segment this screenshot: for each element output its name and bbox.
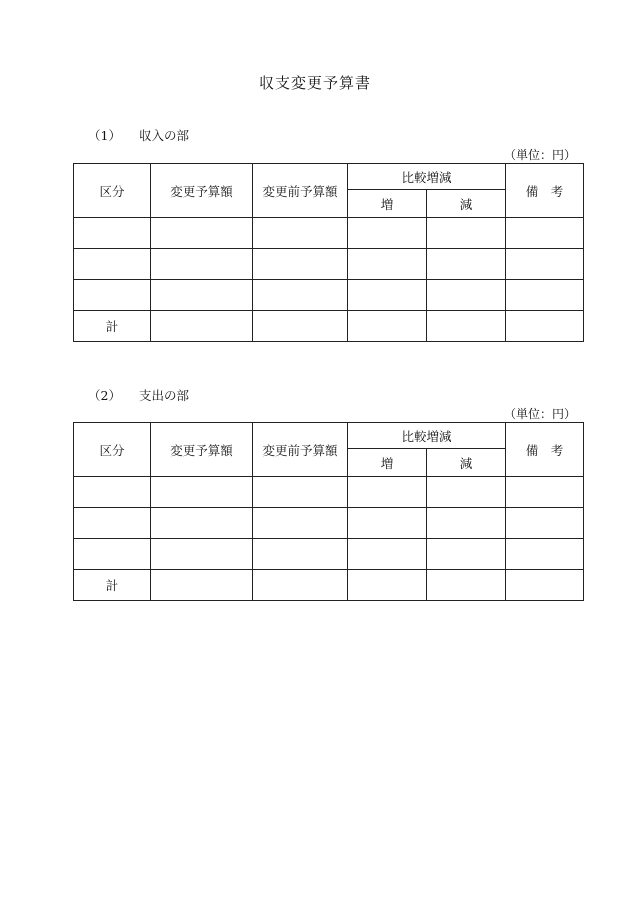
income-budget-table xyxy=(73,163,584,342)
total-label: 計 xyxy=(74,570,151,601)
header-comparison: 比較増減 xyxy=(348,423,506,449)
increase-cell[interactable] xyxy=(348,249,427,280)
header-category: 区分 xyxy=(74,164,151,218)
previous-budget-cell[interactable] xyxy=(253,249,348,280)
header-increase: 増 xyxy=(348,190,427,218)
total-row xyxy=(74,570,584,601)
header-previous-budget: 変更前予算額 xyxy=(253,423,348,477)
increase-total-cell[interactable] xyxy=(348,311,427,342)
table-row xyxy=(74,477,584,508)
row-category-cell[interactable] xyxy=(74,218,151,249)
changed-budget-total-cell[interactable] xyxy=(151,570,253,601)
table-row xyxy=(74,249,584,280)
previous-budget-cell[interactable] xyxy=(253,280,348,311)
header-remarks: 備 考 xyxy=(506,164,584,218)
header-increase: 増 xyxy=(348,449,427,477)
table-row xyxy=(74,508,584,539)
changed-budget-cell[interactable] xyxy=(151,508,253,539)
previous-budget-total-cell[interactable] xyxy=(253,311,348,342)
row-category-cell[interactable] xyxy=(74,249,151,280)
previous-budget-cell[interactable] xyxy=(253,539,348,570)
unit-note: （単位：円） xyxy=(503,407,576,421)
changed-budget-cell[interactable] xyxy=(151,539,253,570)
header-remarks: 備 考 xyxy=(506,423,584,477)
unit-note: （単位：円） xyxy=(503,148,576,162)
table-row xyxy=(74,280,584,311)
decrease-total-cell[interactable] xyxy=(427,570,506,601)
decrease-cell[interactable] xyxy=(427,249,506,280)
decrease-cell[interactable] xyxy=(427,280,506,311)
changed-budget-cell[interactable] xyxy=(151,477,253,508)
remarks-cell[interactable] xyxy=(506,508,584,539)
header-changed-budget: 変更予算額 xyxy=(151,423,253,477)
row-category-cell[interactable] xyxy=(74,477,151,508)
section-number: （2） xyxy=(88,388,121,403)
section-heading-text: 収入の部 xyxy=(138,128,189,143)
expenditure-budget-table xyxy=(73,422,584,601)
table-row xyxy=(74,218,584,249)
changed-budget-cell[interactable] xyxy=(151,280,253,311)
total-label: 計 xyxy=(74,311,151,342)
decrease-cell[interactable] xyxy=(427,539,506,570)
previous-budget-cell[interactable] xyxy=(253,508,348,539)
changed-budget-cell[interactable] xyxy=(151,218,253,249)
remarks-cell[interactable] xyxy=(506,280,584,311)
header-decrease: 減 xyxy=(427,190,506,218)
previous-budget-cell[interactable] xyxy=(253,218,348,249)
increase-cell[interactable] xyxy=(348,508,427,539)
previous-budget-cell[interactable] xyxy=(253,477,348,508)
income-section-heading xyxy=(88,126,189,144)
remarks-total-cell[interactable] xyxy=(506,311,584,342)
expenditure-section-heading xyxy=(88,386,189,404)
header-changed-budget: 変更予算額 xyxy=(151,164,253,218)
decrease-cell[interactable] xyxy=(427,218,506,249)
table-row xyxy=(74,539,584,570)
remarks-total-cell[interactable] xyxy=(506,570,584,601)
row-category-cell[interactable] xyxy=(74,508,151,539)
row-category-cell[interactable] xyxy=(74,539,151,570)
section-heading-text: 支出の部 xyxy=(138,388,189,403)
row-category-cell[interactable] xyxy=(74,280,151,311)
remarks-cell[interactable] xyxy=(506,218,584,249)
previous-budget-total-cell[interactable] xyxy=(253,570,348,601)
header-decrease: 減 xyxy=(427,449,506,477)
remarks-cell[interactable] xyxy=(506,249,584,280)
changed-budget-total-cell[interactable] xyxy=(151,311,253,342)
increase-total-cell[interactable] xyxy=(348,570,427,601)
changed-budget-cell[interactable] xyxy=(151,249,253,280)
decrease-cell[interactable] xyxy=(427,477,506,508)
header-previous-budget: 変更前予算額 xyxy=(253,164,348,218)
decrease-total-cell[interactable] xyxy=(427,311,506,342)
header-category: 区分 xyxy=(74,423,151,477)
increase-cell[interactable] xyxy=(348,280,427,311)
increase-cell[interactable] xyxy=(348,218,427,249)
total-row xyxy=(74,311,584,342)
document-title: 収支変更予算書 xyxy=(258,74,371,92)
remarks-cell[interactable] xyxy=(506,477,584,508)
decrease-cell[interactable] xyxy=(427,508,506,539)
header-comparison: 比較増減 xyxy=(348,164,506,190)
increase-cell[interactable] xyxy=(348,477,427,508)
section-number: （1） xyxy=(88,128,121,143)
remarks-cell[interactable] xyxy=(506,539,584,570)
increase-cell[interactable] xyxy=(348,539,427,570)
